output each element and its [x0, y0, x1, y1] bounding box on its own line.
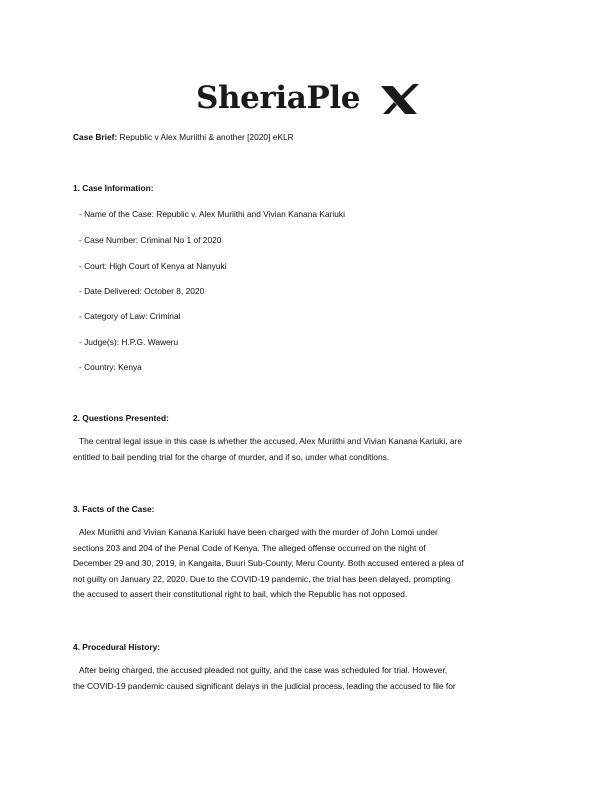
section-heading-facts: 3. Facts of the Case:: [73, 504, 155, 514]
section-heading-procedural: 4. Procedural History:: [73, 642, 161, 652]
paragraph-line: sections 203 and 204 of the Penal Code of Kenya. The alleged offense occurred on the night of: [73, 542, 426, 553]
facts-paragraph: [73, 525, 543, 603]
logo-text: SheriaPle: [196, 80, 361, 116]
info-item-court: - Court: High Court of Kenya at Nanyuki: [79, 261, 227, 271]
procedural-paragraph: [73, 663, 543, 694]
section-heading-case-information: 1. Case Information:: [73, 183, 154, 193]
info-item-judges: - Judge(s): H.P.G. Waweru: [79, 337, 179, 347]
section-heading-questions: 2. Questions Presented:: [73, 413, 169, 423]
paragraph-line: entitled to bail pending trial for the charge of murder, and if so, under what conditions.: [73, 451, 390, 462]
paragraph-line: the accused to assert their constitutional right to bail, which the Republic has not opposed.: [73, 589, 408, 599]
info-item-category: - Category of Law: Criminal: [79, 311, 181, 321]
paragraph-line: the COVID-19 pandemic caused significant delays in the judicial process, leading the accused to file for: [73, 680, 456, 691]
info-item-name: - Name of the Case: Republic v. Alex Muriithi and Vivian Kanana Kariuki: [79, 209, 345, 219]
info-item-case-number: - Case Number: Criminal No 1 of 2020: [79, 235, 222, 245]
paragraph-line: Alex Muriithi and Vivian Kanana Kariuki have been charged with the murder of John Lomoi under: [79, 527, 438, 537]
case-brief-name: Republic v Alex Muriithi & another [2020] eKLR: [117, 132, 294, 142]
brand-logo: [0, 78, 612, 122]
paragraph-line: not guilty on January 22, 2020. Due to the COVID-19 pandemic, the trial has been delayed, prompting: [73, 573, 451, 584]
case-brief-label: Case Brief:: [73, 132, 118, 142]
paragraph-line: After being charged, the accused pleaded not guilty, and the case was scheduled for trial. However,: [79, 665, 448, 675]
paragraph-line: December 29 and 30, 2019, in Kangaita, Buuri Sub-County, Meru County. Both accused entered a plea of: [73, 558, 464, 568]
x-mark-icon: [379, 84, 419, 116]
paragraph-line: The central legal issue in this case is whether the accused, Alex Muriithi and Vivian Kanana Kariuki, are: [79, 436, 462, 446]
case-brief-title: [73, 131, 294, 143]
questions-paragraph: [73, 434, 543, 465]
info-item-country: - Country: Kenya: [79, 362, 142, 372]
info-item-date: - Date Delivered: October 8, 2020: [79, 286, 205, 296]
